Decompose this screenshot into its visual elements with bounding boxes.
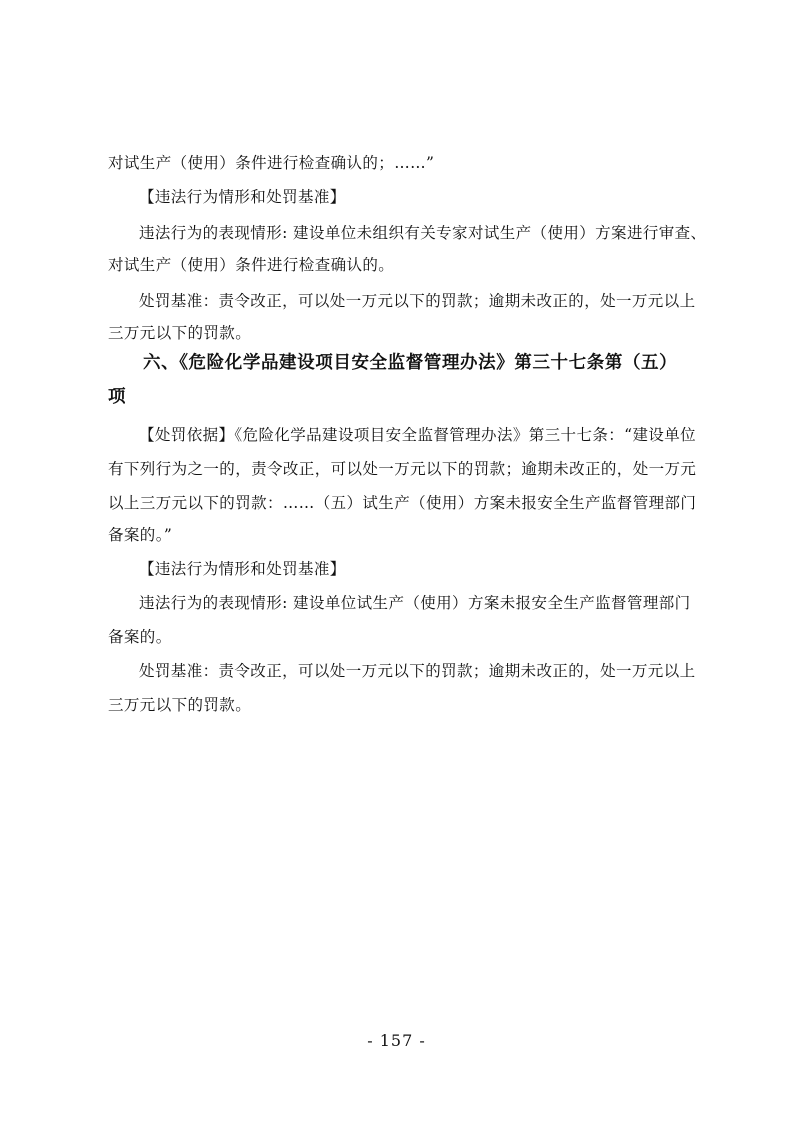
text-line: 处罚基准：责令改正，可以处一万元以下的罚款；逾期未改正的，处一万元以上 — [139, 292, 696, 310]
text-line: 违法行为的表现情形: 建设单位未组织有关专家对试生产（使用）方案进行审查、 — [139, 224, 707, 242]
text-line: 违法行为的表现情形: 建设单位试生产（使用）方案未报安全生产监督管理部门 — [139, 594, 691, 612]
text-line: 备案的。 — [108, 628, 172, 646]
section-heading: 六、《危险化学品建设项目安全监督管理办法》第三十七条第（五） — [143, 353, 678, 373]
text-line: 对试生产（使用）条件进行检查确认的。 — [108, 256, 395, 274]
text-line: 处罚基准：责令改正，可以处一万元以下的罚款；逾期未改正的，处一万元以上 — [139, 662, 696, 680]
text-line: 三万元以下的罚款。 — [108, 696, 252, 714]
subsection-label: 【违法行为情形和处罚基准】 — [139, 560, 346, 578]
text-line: 有下列行为之一的，责令改正，可以处一万元以下的罚款；逾期未改正的，处一万元 — [108, 460, 697, 478]
text-line: 对试生产（使用）条件进行检查确认的；……” — [108, 154, 435, 172]
text-line: 三万元以下的罚款。 — [108, 324, 252, 342]
text-line: 以上三万元以下的罚款：……（五）试生产（使用）方案未报安全生产监督管理部门 — [108, 494, 697, 512]
page-number: - 157 - — [367, 1031, 426, 1050]
subsection-label: 【违法行为情形和处罚基准】 — [139, 188, 346, 206]
text-line: 【处罚依据】《危险化学品建设项目安全监督管理办法》第三十七条：“建设单位 — [139, 426, 697, 444]
section-heading-continuation: 项 — [108, 387, 127, 407]
text-line: 备案的。” — [108, 526, 173, 544]
